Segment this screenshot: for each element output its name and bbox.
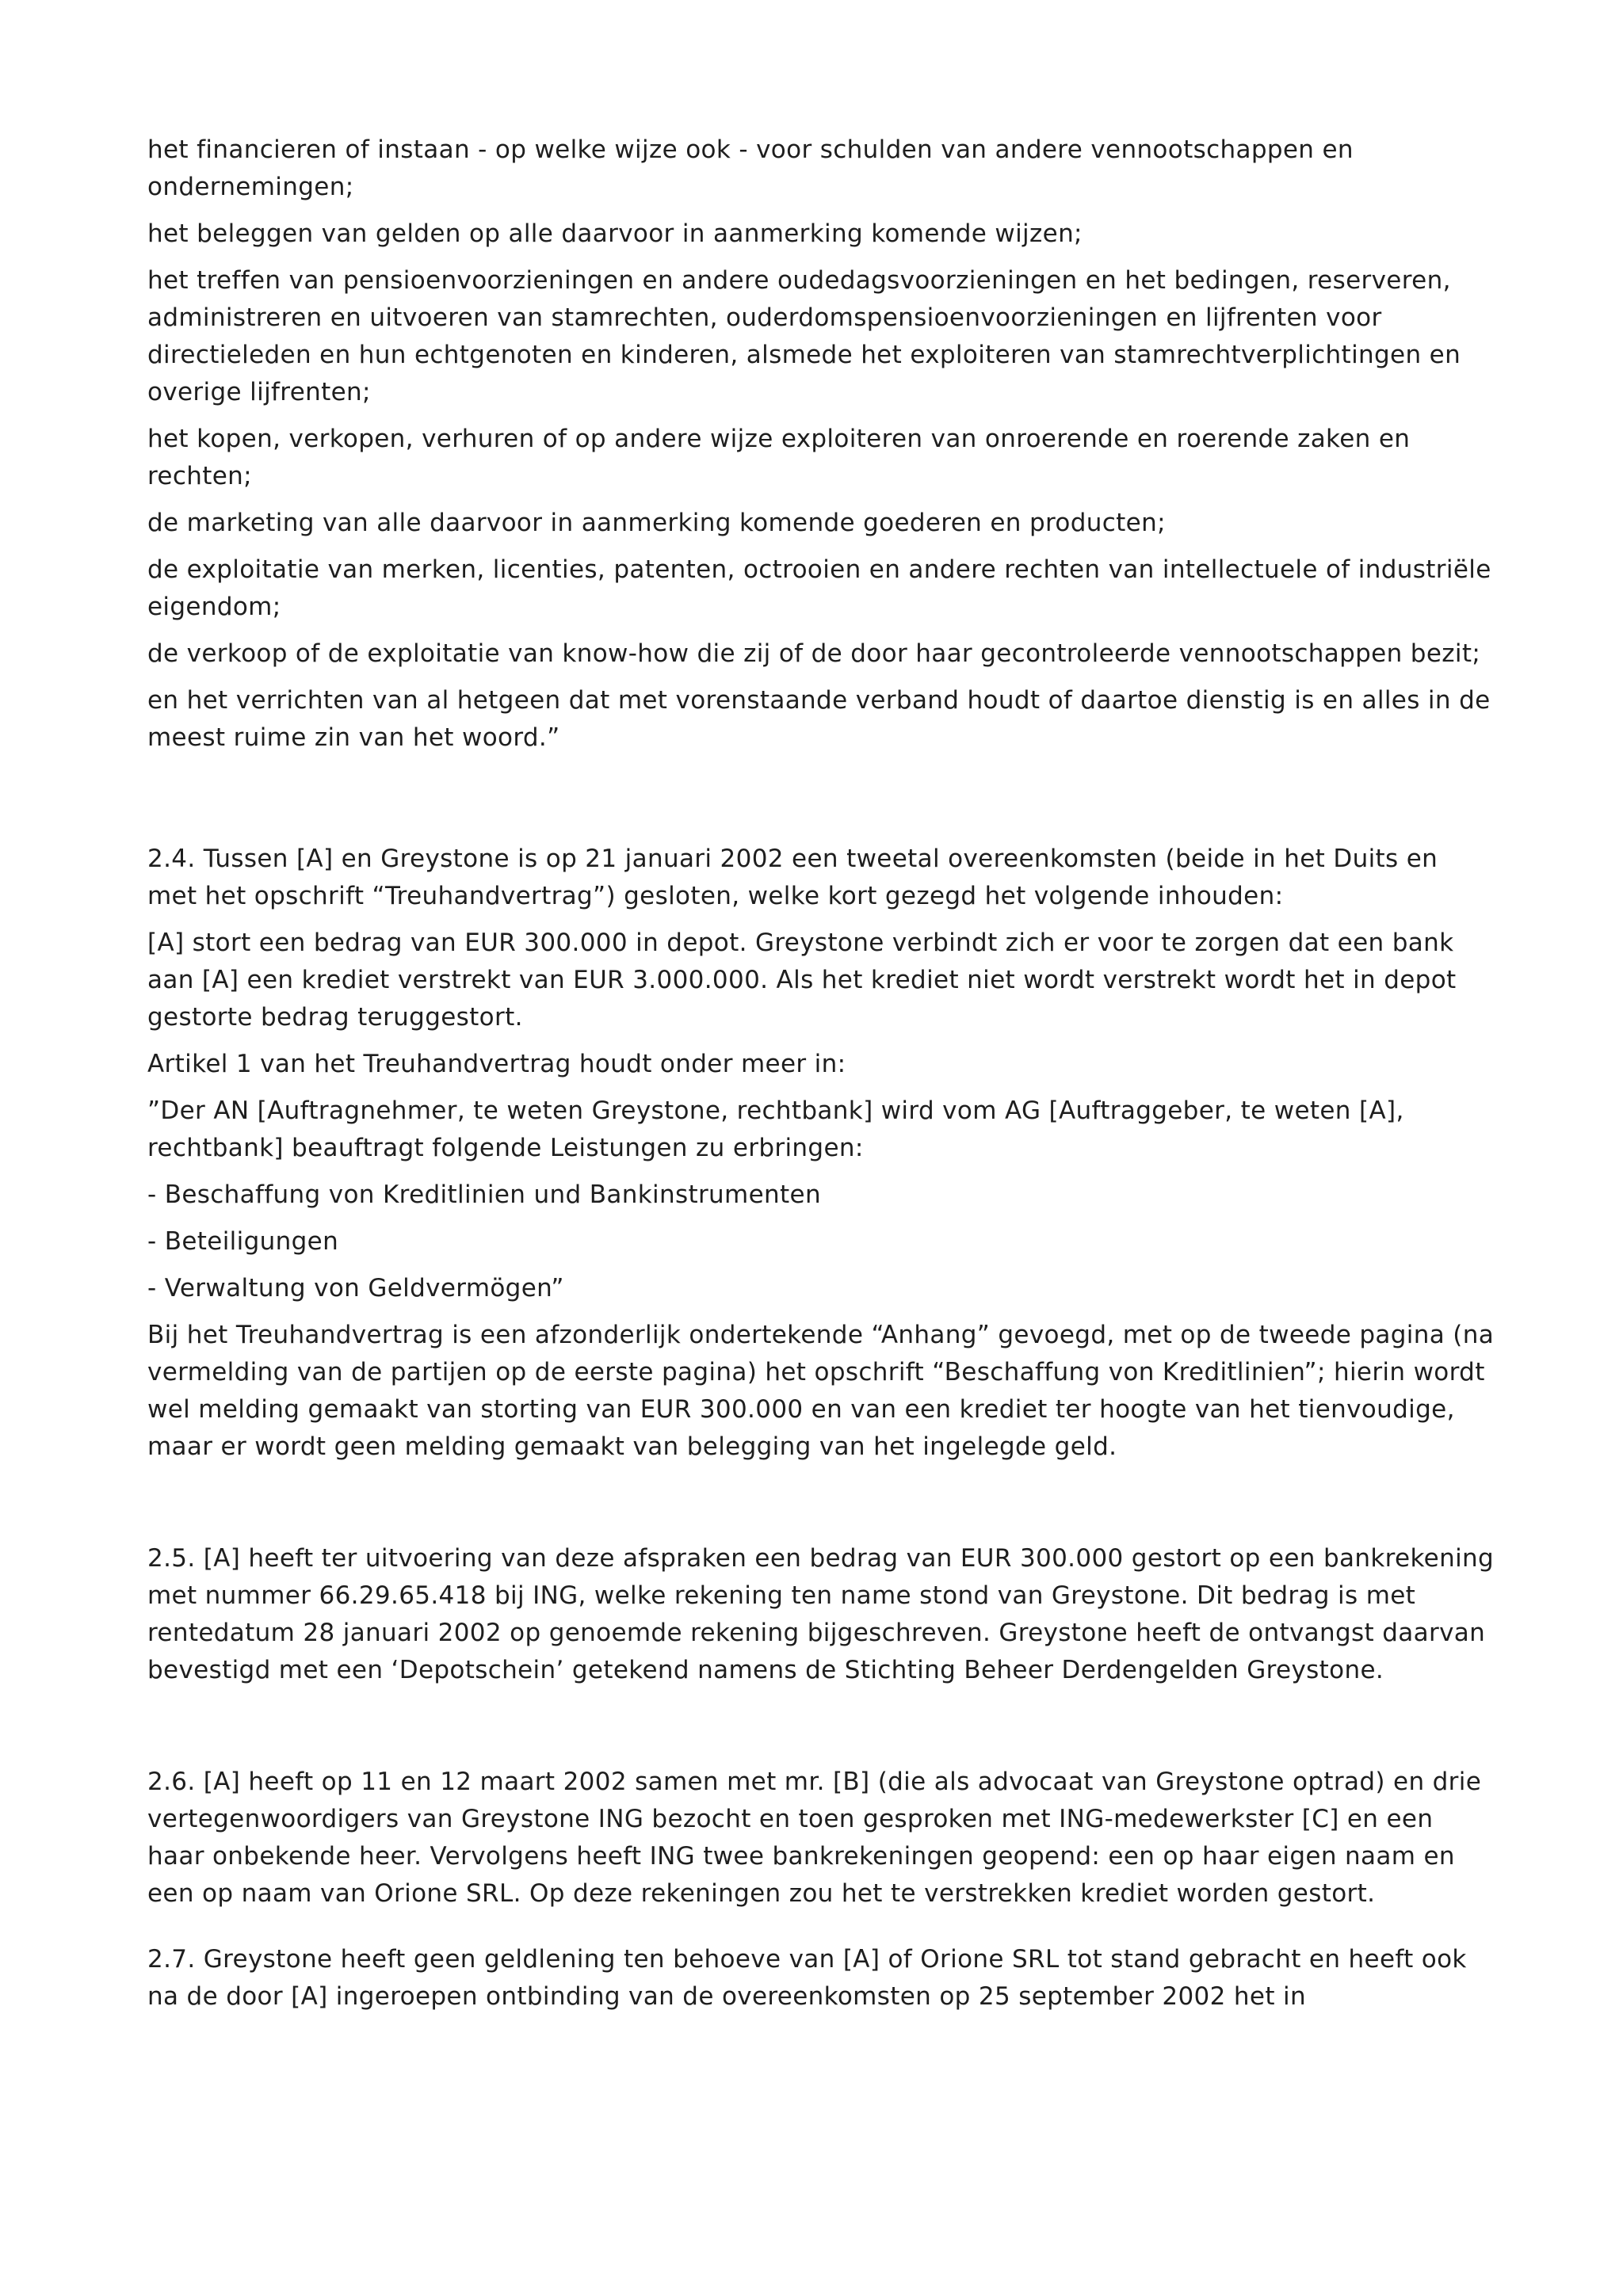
section-spacer	[147, 766, 1495, 841]
paragraph-investing: het beleggen van gelden op alle daarvoor in aanmerking komende wijzen;	[147, 219, 1083, 248]
section-2-4-article-intro: Artikel 1 van het Treuhandvertrag houdt onder meer in:	[147, 1050, 846, 1078]
paragraph-real-estate: het kopen, verkopen, verhuren of op andere wijze exploiteren van onroerende en roerende zaken en rechten;	[147, 425, 1411, 490]
section-spacer	[147, 1475, 1495, 1540]
section-2-7: 2.7. Greystone heeft geen geldlening ten behoeve van [A] of Orione SRL tot stand gebracht en heeft ook na de door [A] ingeroepen ontbinding van de overeenkomsten op 25 september 2002 het in	[147, 1945, 1467, 2011]
section-2-4-quote: ”Der AN [Auftragnehmer, te weten Greystone, rechtbank] wird vom AG [Auftraggeber, te weten [A], rechtbank] beauftragt folgende Leistungen zu erbringen:	[147, 1097, 1404, 1162]
section-2-4-list-item-3: - Verwaltung von Geldvermögen”	[147, 1274, 564, 1302]
section-2-4-intro: 2.4. Tussen [A] en Greystone is op 21 januari 2002 een tweetal overeenkomsten (beide in het Duits en met het opschrift “Treuhandvertrag”) gesloten, welke kort gezegd het volgende inhouden:	[147, 845, 1438, 910]
section-2-4-list-item-1: - Beschaffung von Kreditlinien und Bankinstrumenten	[147, 1180, 821, 1209]
paragraph-know-how: de verkoop of de exploitatie van know-how die zij of de door haar gecontroleerde vennootschappen bezit;	[147, 639, 1481, 668]
document-page	[147, 132, 1495, 2025]
section-2-4-deposit: [A] stort een bedrag van EUR 300.000 in depot. Greystone verbindt zich er voor te zorgen dat een bank aan [A] een krediet verstrekt van EUR 3.000.000. Als het krediet niet wordt verstrekt wordt het in depot gestorte bedrag teruggestort.	[147, 929, 1457, 1032]
paragraph-trademarks: de exploitatie van merken, licenties, patenten, octrooien en andere rechten van intellectuele of industriële eigendom;	[147, 555, 1491, 621]
section-2-5: 2.5. [A] heeft ter uitvoering van deze afspraken een bedrag van EUR 300.000 gestort op een bankrekening met nummer 66.29.65.418 bij ING, welke rekening ten name stond van Greystone. Dit bedrag is met rentedatum 28 januari 2002 op genoemde rekening bijgeschreven. Greystone heeft de ontvangst daarvan bevestigd met een ‘Depotschein’ getekend namens de Stichting Beheer Derdengelden Greystone.	[147, 1544, 1495, 1684]
section-2-4-list-item-2: - Beteiligungen	[147, 1227, 339, 1256]
paragraph-closing: en het verrichten van al hetgeen dat met vorenstaande verband houdt of daartoe dienstig is en alles in de meest ruime zin van het woord.”	[147, 686, 1491, 752]
paragraph-financing: het financieren of instaan - op welke wijze ook - voor schulden van andere vennootschappen en ondernemingen;	[147, 135, 1354, 201]
section-spacer	[147, 1699, 1495, 1764]
section-2-4-anhang: Bij het Treuhandvertrag is een afzonderlijk ondertekende “Anhang” gevoegd, met op de tweede pagina (na vermelding van de partijen op de eerste pagina) het opschrift “Beschaffung von Kreditlinien”; hierin wordt wel melding gemaakt van storting van EUR 300.000 en van een krediet ter hoogte van het tienvoudige, maar er wordt geen melding gemaakt van belegging van het ingelegde geld.	[147, 1321, 1495, 1461]
paragraph-marketing: de marketing van alle daarvoor in aanmerking komende goederen en producten;	[147, 509, 1166, 537]
paragraph-pension: het treffen van pensioenvoorzieningen en andere oudedagsvoorzieningen en het bedingen, reserveren, administreren en uitvoeren van stamrechten, ouderdomspensioenvoorzieningen en lijfrenten voor directieleden en hun echtgenoten en kinderen, alsmede het exploiteren van stamrechtverplichtingen en overige lijfrenten;	[147, 266, 1461, 406]
section-spacer	[147, 1922, 1495, 1941]
section-2-4	[147, 841, 1495, 1466]
section-2-6: 2.6. [A] heeft op 11 en 12 maart 2002 samen met mr. [B] (die als advocaat van Greystone optrad) en drie vertegenwoordigers van Greystone ING bezocht en toen gesproken met ING-medewerkster [C] en een haar onbekende heer. Vervolgens heeft ING twee bankrekeningen geopend: een op haar eigen naam en een op naam van Orione SRL. Op deze rekeningen zou het te verstrekken krediet worden gestort.	[147, 1768, 1482, 1908]
